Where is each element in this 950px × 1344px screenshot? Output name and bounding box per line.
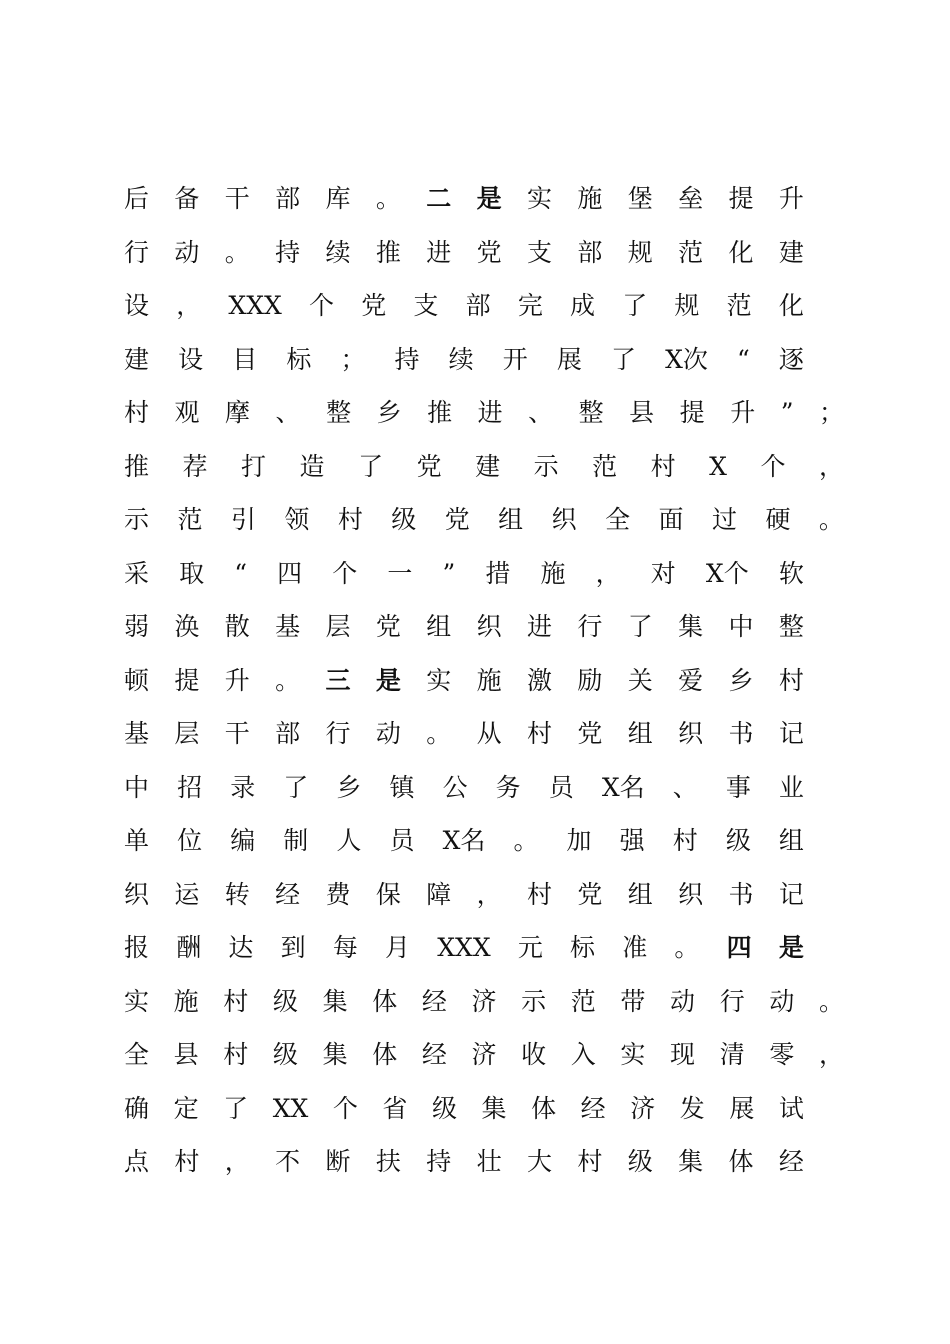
text-segment: 后 — [124, 184, 150, 213]
text-segment: 。 — [426, 719, 452, 748]
text-segment: 试 — [778, 1093, 804, 1123]
text-segment: ” — [780, 398, 794, 427]
text-segment: 垒 — [678, 184, 704, 213]
text-segment: 经 — [421, 986, 447, 1016]
text-segment: 书 — [728, 879, 754, 909]
text-segment: 实 — [426, 665, 452, 695]
text-segment: 发 — [679, 1093, 705, 1123]
text-segment: 设 — [124, 291, 150, 320]
text-segment: 行 — [325, 719, 351, 748]
text-segment: 级 — [725, 826, 751, 855]
text-segment: 。 — [818, 986, 844, 1016]
text-segment: 不 — [275, 1147, 301, 1176]
text-segment: 基 — [124, 719, 150, 748]
text-segment: 报 — [124, 933, 150, 962]
text-segment: “ — [234, 558, 248, 588]
text-segment: 员 — [548, 772, 574, 802]
text-segment: 收 — [521, 1040, 547, 1069]
text-segment: 集 — [678, 1147, 704, 1176]
text-line — [124, 868, 804, 922]
text-segment: 荐 — [182, 451, 208, 481]
text-segment: 月 — [385, 933, 411, 962]
text-segment: 面 — [658, 505, 684, 534]
text-segment: 了 — [223, 1093, 249, 1123]
text-segment: 标 — [286, 344, 312, 374]
text-segment: 过 — [711, 505, 737, 534]
text-segment: 提 — [679, 398, 705, 427]
text-segment: 部 — [275, 719, 301, 748]
text-segment: 准 — [622, 933, 648, 962]
text-segment: 。 — [275, 665, 301, 695]
text-segment: 堡 — [627, 184, 653, 213]
text-segment: 入 — [570, 1040, 596, 1069]
text-segment: 村 — [337, 505, 363, 534]
text-segment: 持 — [275, 237, 301, 267]
text-segment: 激 — [527, 665, 553, 695]
text-segment: 了 — [283, 772, 309, 802]
text-segment: 观 — [174, 398, 200, 427]
text-segment: 集 — [678, 612, 704, 641]
text-segment: 体 — [531, 1093, 557, 1123]
text-segment: 展 — [556, 344, 582, 374]
bold-text-segment: 是 — [375, 665, 401, 695]
text-segment: 。 — [513, 826, 539, 855]
text-segment: 乡 — [336, 772, 362, 802]
text-segment: 施 — [476, 665, 502, 695]
text-segment: 乡 — [728, 665, 754, 695]
text-segment: 省 — [382, 1093, 408, 1123]
text-segment: 逐 — [778, 344, 804, 374]
text-segment: 措 — [485, 558, 511, 588]
text-segment: 运 — [174, 879, 200, 909]
text-segment: 推 — [375, 237, 401, 267]
text-segment: 人 — [336, 826, 362, 855]
text-segment: 规 — [627, 237, 653, 267]
text-segment: 。 — [375, 184, 401, 213]
text-segment: ， — [818, 1040, 844, 1069]
text-segment: 。 — [818, 505, 844, 534]
text-segment: 整 — [326, 398, 352, 427]
text-segment: 、 — [672, 772, 698, 802]
text-segment: 经 — [421, 1040, 447, 1069]
text-segment: 体 — [372, 986, 398, 1016]
text-segment: 县 — [173, 1040, 199, 1069]
text-segment: ， — [595, 558, 621, 588]
text-segment: 范 — [726, 291, 752, 320]
text-segment: 化 — [778, 291, 804, 320]
text-segment: 乡 — [376, 398, 402, 427]
text-segment: 单 — [124, 826, 150, 855]
text-segment: 制 — [283, 826, 309, 855]
text-segment: ； — [818, 398, 844, 427]
text-segment: 软 — [778, 558, 804, 588]
text-segment: 支 — [413, 291, 439, 320]
text-segment: 个 — [760, 451, 786, 481]
text-segment: 级 — [272, 986, 298, 1016]
text-line — [124, 333, 804, 387]
text-segment: 建 — [475, 451, 501, 481]
text-segment: 施 — [173, 986, 199, 1016]
text-segment: 事 — [725, 772, 751, 802]
text-segment: 员 — [389, 826, 415, 855]
text-segment: 全 — [605, 505, 631, 534]
text-segment: 每 — [332, 933, 358, 962]
text-segment: 动 — [375, 719, 401, 748]
text-segment: 实 — [620, 1040, 646, 1069]
text-segment: XXX — [228, 291, 282, 320]
text-segment: 持 — [394, 344, 420, 374]
text-line — [124, 386, 844, 440]
bold-text-segment: 二 — [426, 184, 452, 213]
text-segment: 编 — [230, 826, 256, 855]
text-segment: 组 — [627, 879, 653, 909]
text-segment: 动 — [769, 986, 795, 1016]
text-segment: 组 — [778, 826, 804, 855]
text-segment: 个 — [332, 558, 358, 588]
text-segment: 位 — [177, 826, 203, 855]
text-segment: 进 — [426, 237, 452, 267]
text-segment: 推 — [124, 451, 150, 481]
text-segment: 实 — [124, 986, 150, 1016]
text-segment: 提 — [174, 665, 200, 695]
text-segment: 、 — [275, 398, 301, 427]
text-segment: 一 — [387, 558, 413, 588]
text-segment: 建 — [124, 344, 150, 374]
text-segment: 村 — [527, 879, 553, 909]
text-segment: 升 — [730, 398, 756, 427]
text-segment: 记 — [778, 719, 804, 748]
text-segment: 集 — [322, 1040, 348, 1069]
text-segment: 个 — [309, 291, 335, 320]
text-segment: 到 — [280, 933, 306, 962]
text-segment: 村 — [174, 1147, 200, 1176]
text-segment: 酬 — [176, 933, 202, 962]
text-segment: 保 — [375, 879, 401, 909]
bold-text-segment: 是 — [476, 184, 502, 213]
text-segment: ， — [176, 291, 202, 320]
text-segment: 县 — [629, 398, 655, 427]
text-segment: 党 — [361, 291, 387, 320]
text-segment: 弱 — [124, 612, 150, 641]
text-segment: 加 — [566, 826, 592, 855]
text-segment: 强 — [619, 826, 645, 855]
text-segment: 推 — [427, 398, 453, 427]
text-segment: 对 — [650, 558, 676, 588]
text-segment: 集 — [322, 986, 348, 1016]
text-segment: 备 — [174, 184, 200, 213]
text-segment: 干 — [224, 184, 250, 213]
text-segment: 村 — [577, 1147, 603, 1176]
text-segment: 村 — [650, 451, 676, 481]
text-segment: 中 — [728, 612, 754, 641]
text-line — [124, 440, 844, 494]
text-segment: 造 — [299, 451, 325, 481]
document-body-text — [124, 172, 844, 1189]
text-segment: 施 — [540, 558, 566, 588]
text-segment: 完 — [517, 291, 543, 320]
text-segment: ， — [818, 451, 844, 481]
text-segment: 党 — [375, 612, 401, 641]
text-segment: 点 — [124, 1147, 150, 1176]
text-segment: ” — [442, 558, 456, 588]
text-segment: 级 — [391, 505, 417, 534]
text-segment: 续 — [325, 237, 351, 267]
text-segment: 招 — [177, 772, 203, 802]
text-segment: 织 — [678, 879, 704, 909]
text-segment: 记 — [778, 879, 804, 909]
text-segment: 大 — [527, 1147, 553, 1176]
text-segment: X次 — [665, 344, 708, 374]
text-segment: X个 — [705, 558, 749, 588]
text-segment: 层 — [174, 719, 200, 748]
text-segment: 。 — [674, 933, 700, 962]
text-segment: 清 — [719, 1040, 745, 1069]
text-segment: 规 — [674, 291, 700, 320]
text-segment: 领 — [284, 505, 310, 534]
text-segment: 目 — [232, 344, 258, 374]
text-segment: 升 — [778, 184, 804, 213]
text-segment: 顿 — [124, 665, 150, 695]
text-segment: 实 — [527, 184, 553, 213]
text-line — [124, 761, 804, 815]
text-line — [124, 654, 804, 708]
text-segment: 济 — [471, 1040, 497, 1069]
text-segment: 行 — [719, 986, 745, 1016]
text-segment: 组 — [498, 505, 524, 534]
text-segment: 济 — [471, 986, 497, 1016]
text-segment: 部 — [275, 184, 301, 213]
text-line — [124, 1135, 804, 1189]
text-segment: 部 — [465, 291, 491, 320]
text-segment: 进 — [527, 612, 553, 641]
text-segment: 个 — [332, 1093, 358, 1123]
text-segment: 元 — [517, 933, 543, 962]
text-segment: 整 — [778, 612, 804, 641]
text-segment: 扶 — [375, 1147, 401, 1176]
text-segment: 现 — [670, 1040, 696, 1069]
text-segment: 村 — [124, 398, 150, 427]
text-segment: 党 — [577, 719, 603, 748]
text-segment: 党 — [577, 879, 603, 909]
text-segment: 爱 — [678, 665, 704, 695]
text-segment: 书 — [728, 719, 754, 748]
text-segment: 展 — [729, 1093, 755, 1123]
text-segment: 障 — [426, 879, 452, 909]
text-segment: 党 — [416, 451, 442, 481]
text-segment: 了 — [610, 344, 636, 374]
text-segment: X名 — [442, 826, 486, 855]
text-segment: XX — [272, 1093, 309, 1123]
text-segment: X名 — [601, 772, 645, 802]
text-segment: 组 — [627, 719, 653, 748]
text-segment: 引 — [230, 505, 256, 534]
text-segment: 范 — [570, 986, 596, 1016]
text-segment: 村 — [527, 719, 553, 748]
text-segment: 录 — [230, 772, 256, 802]
text-segment: 从 — [476, 719, 502, 748]
text-segment: 成 — [570, 291, 596, 320]
text-segment: 务 — [495, 772, 521, 802]
text-line — [124, 921, 804, 975]
text-segment: 涣 — [174, 612, 200, 641]
text-line — [124, 1082, 804, 1136]
text-segment: 范 — [592, 451, 618, 481]
text-segment: XXX — [437, 933, 491, 962]
text-segment: 转 — [224, 879, 250, 909]
text-segment: 摩 — [225, 398, 251, 427]
bold-text-segment: 三 — [325, 665, 351, 695]
text-segment: 集 — [481, 1093, 507, 1123]
text-segment: 经 — [778, 1147, 804, 1176]
text-segment: 中 — [124, 772, 150, 802]
text-segment: 定 — [173, 1093, 199, 1123]
text-segment: 取 — [179, 558, 205, 588]
text-line — [124, 226, 804, 280]
bold-text-segment: 四 — [726, 933, 752, 962]
text-segment: 级 — [272, 1040, 298, 1069]
text-segment: 支 — [527, 237, 553, 267]
text-segment: ， — [476, 879, 502, 909]
text-line — [124, 975, 844, 1029]
bold-text-segment: 是 — [778, 933, 804, 962]
text-segment: 层 — [325, 612, 351, 641]
text-segment: 党 — [476, 237, 502, 267]
text-line — [124, 707, 804, 761]
text-segment: 动 — [174, 237, 200, 267]
text-segment: 采 — [124, 558, 150, 588]
text-segment: 零 — [769, 1040, 795, 1069]
text-line — [124, 600, 804, 654]
text-line — [124, 493, 844, 547]
text-segment: 基 — [275, 612, 301, 641]
text-segment: 四 — [277, 558, 303, 588]
text-segment: 织 — [551, 505, 577, 534]
text-segment: 开 — [502, 344, 528, 374]
text-segment: 范 — [678, 237, 704, 267]
text-line — [124, 547, 804, 601]
text-segment: 持 — [426, 1147, 452, 1176]
text-segment: 组 — [426, 612, 452, 641]
text-segment: 部 — [577, 237, 603, 267]
text-line — [124, 1028, 844, 1082]
text-segment: 织 — [678, 719, 704, 748]
text-segment: 行 — [577, 612, 603, 641]
text-segment: 壮 — [476, 1147, 502, 1176]
text-segment: 进 — [477, 398, 503, 427]
text-segment: 提 — [728, 184, 754, 213]
text-segment: 织 — [124, 879, 150, 909]
text-segment: 关 — [627, 665, 653, 695]
text-segment: ， — [224, 1147, 250, 1176]
text-segment: 经 — [275, 879, 301, 909]
text-segment: 级 — [431, 1093, 457, 1123]
text-segment: 了 — [627, 612, 653, 641]
text-segment: 标 — [570, 933, 596, 962]
text-segment: 体 — [728, 1147, 754, 1176]
text-segment: 断 — [325, 1147, 351, 1176]
text-segment: 励 — [577, 665, 603, 695]
text-segment: 化 — [728, 237, 754, 267]
text-segment: 村 — [223, 1040, 249, 1069]
text-segment: 施 — [577, 184, 603, 213]
text-segment: 升 — [224, 665, 250, 695]
text-segment: 示 — [533, 451, 559, 481]
text-segment: 达 — [228, 933, 254, 962]
text-segment: 体 — [372, 1040, 398, 1069]
text-segment: 了 — [622, 291, 648, 320]
text-segment: 硬 — [765, 505, 791, 534]
text-line — [124, 279, 804, 333]
text-segment: 打 — [241, 451, 267, 481]
text-segment: 了 — [358, 451, 384, 481]
text-segment: 动 — [670, 986, 696, 1016]
text-segment: 续 — [448, 344, 474, 374]
text-segment: 村 — [672, 826, 698, 855]
text-segment: 范 — [177, 505, 203, 534]
text-segment: 建 — [778, 237, 804, 267]
text-segment: 示 — [124, 505, 150, 534]
text-segment: ； — [340, 344, 366, 374]
text-segment: 设 — [178, 344, 204, 374]
text-segment: X — [709, 451, 727, 481]
text-segment: 干 — [224, 719, 250, 748]
text-line — [124, 172, 804, 226]
text-segment: 织 — [476, 612, 502, 641]
text-segment: 费 — [325, 879, 351, 909]
text-segment: 带 — [620, 986, 646, 1016]
text-segment: 业 — [778, 772, 804, 802]
text-segment: 散 — [224, 612, 250, 641]
text-segment: “ — [737, 344, 750, 374]
text-segment: 全 — [124, 1040, 150, 1069]
text-segment: 确 — [124, 1093, 150, 1123]
text-line — [124, 814, 804, 868]
text-segment: 示 — [521, 986, 547, 1016]
text-segment: 级 — [627, 1147, 653, 1176]
text-segment: 经 — [580, 1093, 606, 1123]
text-segment: 镇 — [389, 772, 415, 802]
text-segment: 行 — [124, 237, 150, 267]
text-segment: 、 — [528, 398, 554, 427]
text-segment: 库 — [325, 184, 351, 213]
text-segment: 整 — [578, 398, 604, 427]
text-segment: 村 — [223, 986, 249, 1016]
text-segment: 公 — [442, 772, 468, 802]
text-segment: 村 — [778, 665, 804, 695]
text-segment: 党 — [444, 505, 470, 534]
text-segment: 。 — [224, 237, 250, 267]
text-segment: 济 — [630, 1093, 656, 1123]
